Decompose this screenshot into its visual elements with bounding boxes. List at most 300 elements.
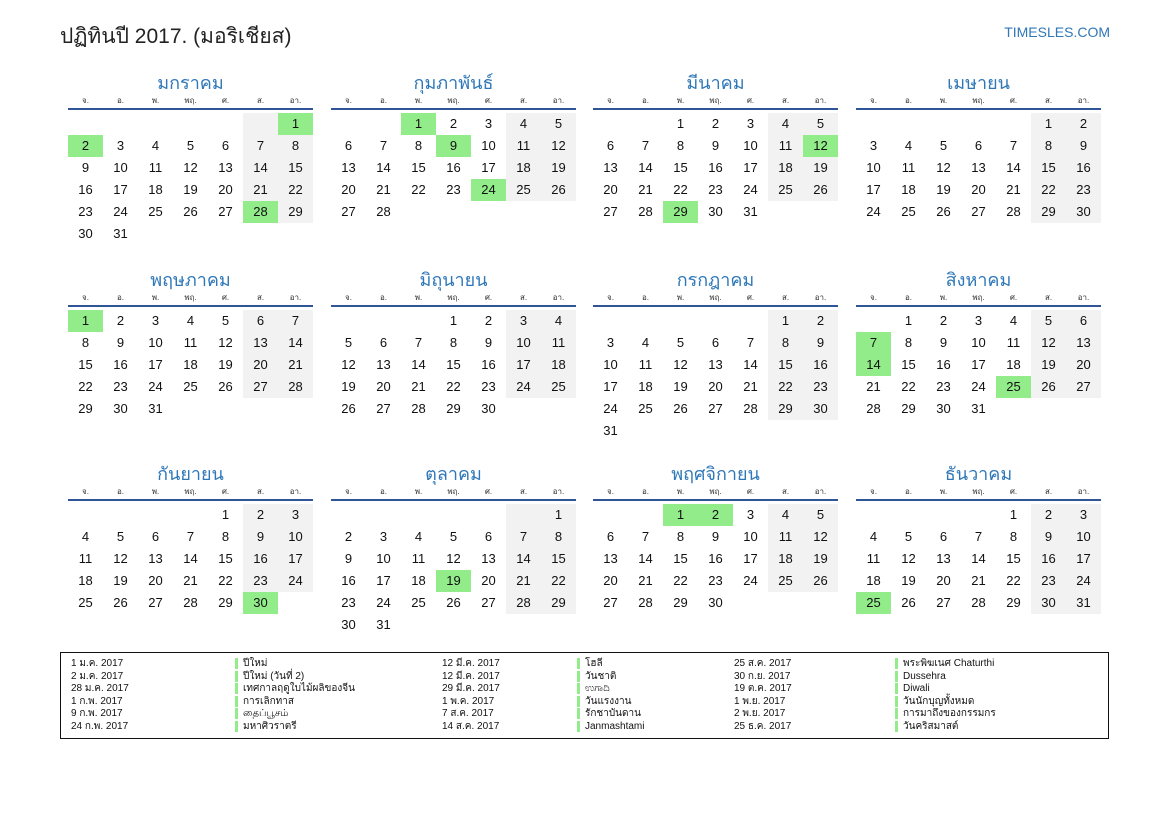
day-cell[interactable]: 24 (148, 379, 163, 394)
day-cell[interactable]: 21 (866, 379, 881, 394)
day-cell[interactable]: 18 (638, 379, 653, 394)
day-cell[interactable]: 2 (449, 116, 458, 131)
day-cell[interactable]: 6 (711, 335, 720, 350)
day-cell[interactable]: 5 (803, 504, 838, 526)
day-cell[interactable]: 15 (218, 551, 233, 566)
day-cell[interactable]: 21 (411, 379, 426, 394)
day-cell[interactable]: 29 (278, 201, 313, 223)
day-cell[interactable]: 29 (78, 401, 93, 416)
day-cell[interactable]: 15 (1006, 551, 1021, 566)
day-cell[interactable]: 8 (278, 135, 313, 157)
day-cell[interactable]: 23 (936, 379, 951, 394)
day-cell[interactable]: 6 (344, 138, 353, 153)
holiday-day-cell[interactable]: 19 (436, 570, 471, 592)
day-cell[interactable]: 16 (708, 160, 723, 175)
day-cell[interactable]: 6 (243, 310, 278, 332)
day-cell[interactable]: 26 (1031, 376, 1066, 398)
day-cell[interactable]: 22 (446, 379, 461, 394)
holiday-day-cell[interactable]: 1 (663, 504, 698, 526)
day-cell[interactable]: 3 (746, 116, 755, 131)
day-cell[interactable]: 14 (411, 357, 426, 372)
day-cell[interactable]: 27 (148, 595, 163, 610)
day-cell[interactable]: 11 (78, 551, 93, 566)
day-cell[interactable]: 28 (506, 592, 541, 614)
day-cell[interactable]: 9 (1031, 526, 1066, 548)
day-cell[interactable]: 29 (768, 398, 803, 420)
day-cell[interactable]: 15 (1031, 157, 1066, 179)
day-cell[interactable]: 17 (481, 160, 496, 175)
day-cell[interactable]: 23 (341, 595, 356, 610)
holiday-day-cell[interactable]: 25 (996, 376, 1031, 398)
day-cell[interactable]: 16 (1031, 548, 1066, 570)
day-cell[interactable]: 26 (541, 179, 576, 201)
day-cell[interactable]: 8 (1009, 529, 1018, 544)
day-cell[interactable]: 4 (869, 529, 878, 544)
day-cell[interactable]: 18 (506, 157, 541, 179)
day-cell[interactable]: 10 (113, 160, 128, 175)
day-cell[interactable]: 27 (936, 595, 951, 610)
day-cell[interactable]: 5 (449, 529, 458, 544)
day-cell[interactable]: 7 (506, 526, 541, 548)
day-cell[interactable]: 22 (673, 573, 688, 588)
holiday-day-cell[interactable]: 30 (243, 592, 278, 614)
day-cell[interactable]: 4 (768, 504, 803, 526)
day-cell[interactable]: 1 (904, 313, 913, 328)
day-cell[interactable]: 22 (1031, 179, 1066, 201)
day-cell[interactable]: 22 (218, 573, 233, 588)
day-cell[interactable]: 16 (446, 160, 461, 175)
day-cell[interactable]: 19 (1031, 354, 1066, 376)
day-cell[interactable]: 7 (641, 529, 650, 544)
day-cell[interactable]: 20 (243, 354, 278, 376)
day-cell[interactable]: 5 (541, 113, 576, 135)
day-cell[interactable]: 30 (803, 398, 838, 420)
day-cell[interactable]: 10 (506, 332, 541, 354)
day-cell[interactable]: 19 (901, 573, 916, 588)
day-cell[interactable]: 30 (481, 401, 496, 416)
day-cell[interactable]: 31 (148, 401, 163, 416)
day-cell[interactable]: 31 (971, 401, 986, 416)
day-cell[interactable]: 9 (1066, 135, 1101, 157)
day-cell[interactable]: 6 (221, 138, 230, 153)
day-cell[interactable]: 11 (901, 160, 916, 175)
day-cell[interactable]: 30 (113, 401, 128, 416)
day-cell[interactable]: 4 (151, 138, 160, 153)
day-cell[interactable]: 12 (673, 357, 688, 372)
day-cell[interactable]: 13 (243, 332, 278, 354)
day-cell[interactable]: 19 (936, 182, 951, 197)
day-cell[interactable]: 25 (768, 179, 803, 201)
day-cell[interactable]: 11 (1006, 335, 1021, 350)
holiday-day-cell[interactable]: 28 (243, 201, 278, 223)
day-cell[interactable]: 26 (446, 595, 461, 610)
day-cell[interactable]: 5 (116, 529, 125, 544)
day-cell[interactable]: 6 (379, 335, 388, 350)
day-cell[interactable]: 22 (1006, 573, 1021, 588)
day-cell[interactable]: 26 (183, 204, 198, 219)
day-cell[interactable]: 2 (939, 313, 948, 328)
day-cell[interactable]: 11 (148, 160, 163, 175)
day-cell[interactable]: 11 (768, 526, 803, 548)
day-cell[interactable]: 28 (638, 204, 653, 219)
day-cell[interactable]: 3 (379, 529, 388, 544)
day-cell[interactable]: 18 (411, 573, 426, 588)
day-cell[interactable]: 4 (506, 113, 541, 135)
day-cell[interactable]: 7 (974, 529, 983, 544)
day-cell[interactable]: 10 (481, 138, 496, 153)
day-cell[interactable]: 23 (1066, 179, 1101, 201)
day-cell[interactable]: 11 (866, 551, 881, 566)
day-cell[interactable]: 18 (148, 182, 163, 197)
day-cell[interactable]: 5 (186, 138, 195, 153)
holiday-day-cell[interactable]: 25 (856, 592, 891, 614)
day-cell[interactable]: 10 (743, 529, 758, 544)
day-cell[interactable]: 9 (116, 335, 125, 350)
day-cell[interactable]: 23 (708, 573, 723, 588)
day-cell[interactable]: 23 (803, 376, 838, 398)
day-cell[interactable]: 22 (411, 182, 426, 197)
day-cell[interactable]: 15 (446, 357, 461, 372)
day-cell[interactable]: 12 (1031, 332, 1066, 354)
day-cell[interactable]: 23 (481, 379, 496, 394)
day-cell[interactable]: 13 (603, 551, 618, 566)
day-cell[interactable]: 25 (183, 379, 198, 394)
day-cell[interactable]: 26 (803, 570, 838, 592)
day-cell[interactable]: 15 (673, 160, 688, 175)
day-cell[interactable]: 3 (151, 313, 160, 328)
day-cell[interactable]: 18 (78, 573, 93, 588)
day-cell[interactable]: 20 (603, 573, 618, 588)
day-cell[interactable]: 21 (743, 379, 758, 394)
day-cell[interactable]: 18 (183, 357, 198, 372)
day-cell[interactable]: 3 (869, 138, 878, 153)
day-cell[interactable]: 21 (183, 573, 198, 588)
day-cell[interactable]: 19 (113, 573, 128, 588)
day-cell[interactable]: 1 (541, 504, 576, 526)
day-cell[interactable]: 9 (711, 529, 720, 544)
day-cell[interactable]: 8 (221, 529, 230, 544)
day-cell[interactable]: 6 (939, 529, 948, 544)
day-cell[interactable]: 20 (603, 182, 618, 197)
day-cell[interactable]: 20 (708, 379, 723, 394)
day-cell[interactable]: 19 (803, 157, 838, 179)
day-cell[interactable]: 27 (603, 204, 618, 219)
day-cell[interactable]: 12 (901, 551, 916, 566)
day-cell[interactable]: 31 (1066, 592, 1101, 614)
day-cell[interactable]: 3 (116, 138, 125, 153)
day-cell[interactable]: 21 (638, 573, 653, 588)
day-cell[interactable]: 28 (638, 595, 653, 610)
day-cell[interactable]: 24 (971, 379, 986, 394)
day-cell[interactable]: 17 (506, 354, 541, 376)
holiday-day-cell[interactable]: 1 (68, 310, 103, 332)
day-cell[interactable]: 16 (708, 551, 723, 566)
day-cell[interactable]: 31 (376, 617, 391, 632)
day-cell[interactable]: 12 (541, 135, 576, 157)
day-cell[interactable]: 11 (638, 357, 653, 372)
day-cell[interactable]: 18 (1006, 357, 1021, 372)
day-cell[interactable]: 1 (449, 313, 458, 328)
day-cell[interactable]: 19 (183, 182, 198, 197)
day-cell[interactable]: 21 (1006, 182, 1021, 197)
day-cell[interactable]: 9 (81, 160, 90, 175)
day-cell[interactable]: 3 (484, 116, 493, 131)
day-cell[interactable]: 25 (901, 204, 916, 219)
day-cell[interactable]: 10 (971, 335, 986, 350)
day-cell[interactable]: 28 (376, 204, 391, 219)
day-cell[interactable]: 12 (446, 551, 461, 566)
day-cell[interactable]: 21 (376, 182, 391, 197)
day-cell[interactable]: 14 (243, 157, 278, 179)
day-cell[interactable]: 29 (1031, 201, 1066, 223)
day-cell[interactable]: 11 (183, 335, 198, 350)
day-cell[interactable]: 7 (414, 335, 423, 350)
day-cell[interactable]: 14 (376, 160, 391, 175)
day-cell[interactable]: 8 (541, 526, 576, 548)
day-cell[interactable]: 13 (148, 551, 163, 566)
day-cell[interactable]: 27 (971, 204, 986, 219)
day-cell[interactable]: 22 (673, 182, 688, 197)
day-cell[interactable]: 27 (708, 401, 723, 416)
day-cell[interactable]: 20 (148, 573, 163, 588)
day-cell[interactable]: 15 (411, 160, 426, 175)
day-cell[interactable]: 22 (541, 570, 576, 592)
day-cell[interactable]: 21 (278, 354, 313, 376)
day-cell[interactable]: 31 (743, 204, 758, 219)
day-cell[interactable]: 9 (803, 332, 838, 354)
day-cell[interactable]: 12 (183, 160, 198, 175)
day-cell[interactable]: 30 (1066, 201, 1101, 223)
day-cell[interactable]: 24 (376, 595, 391, 610)
day-cell[interactable]: 28 (743, 401, 758, 416)
day-cell[interactable]: 26 (936, 204, 951, 219)
day-cell[interactable]: 20 (376, 379, 391, 394)
day-cell[interactable]: 20 (1066, 354, 1101, 376)
day-cell[interactable]: 16 (1066, 157, 1101, 179)
day-cell[interactable]: 5 (1031, 310, 1066, 332)
day-cell[interactable]: 15 (541, 548, 576, 570)
site-link[interactable]: TIMESLES.COM (1004, 24, 1110, 40)
day-cell[interactable]: 16 (936, 357, 951, 372)
day-cell[interactable]: 25 (541, 376, 576, 398)
day-cell[interactable]: 8 (414, 138, 423, 153)
day-cell[interactable]: 7 (186, 529, 195, 544)
holiday-day-cell[interactable]: 29 (663, 201, 698, 223)
day-cell[interactable]: 8 (1031, 135, 1066, 157)
day-cell[interactable]: 5 (344, 335, 353, 350)
day-cell[interactable]: 10 (278, 526, 313, 548)
day-cell[interactable]: 9 (243, 526, 278, 548)
day-cell[interactable]: 27 (603, 595, 618, 610)
day-cell[interactable]: 17 (1066, 548, 1101, 570)
day-cell[interactable]: 27 (376, 401, 391, 416)
day-cell[interactable]: 25 (411, 595, 426, 610)
day-cell[interactable]: 29 (673, 595, 688, 610)
day-cell[interactable]: 28 (183, 595, 198, 610)
day-cell[interactable]: 29 (541, 592, 576, 614)
day-cell[interactable]: 14 (506, 548, 541, 570)
day-cell[interactable]: 23 (708, 182, 723, 197)
day-cell[interactable]: 5 (904, 529, 913, 544)
day-cell[interactable]: 14 (638, 160, 653, 175)
day-cell[interactable]: 20 (481, 573, 496, 588)
day-cell[interactable]: 10 (1066, 526, 1101, 548)
day-cell[interactable]: 5 (939, 138, 948, 153)
day-cell[interactable]: 2 (1031, 504, 1066, 526)
day-cell[interactable]: 14 (638, 551, 653, 566)
day-cell[interactable]: 19 (218, 357, 233, 372)
day-cell[interactable]: 28 (1006, 204, 1021, 219)
day-cell[interactable]: 11 (541, 332, 576, 354)
day-cell[interactable]: 26 (803, 179, 838, 201)
day-cell[interactable]: 7 (379, 138, 388, 153)
day-cell[interactable]: 10 (376, 551, 391, 566)
day-cell[interactable]: 27 (243, 376, 278, 398)
holiday-day-cell[interactable]: 14 (856, 354, 891, 376)
day-cell[interactable]: 18 (768, 548, 803, 570)
day-cell[interactable]: 23 (113, 379, 128, 394)
day-cell[interactable]: 2 (484, 313, 493, 328)
day-cell[interactable]: 5 (803, 113, 838, 135)
holiday-day-cell[interactable]: 7 (856, 332, 891, 354)
holiday-day-cell[interactable]: 12 (803, 135, 838, 157)
day-cell[interactable]: 24 (113, 204, 128, 219)
day-cell[interactable]: 17 (971, 357, 986, 372)
day-cell[interactable]: 17 (148, 357, 163, 372)
day-cell[interactable]: 21 (243, 179, 278, 201)
day-cell[interactable]: 25 (506, 179, 541, 201)
day-cell[interactable]: 2 (803, 310, 838, 332)
day-cell[interactable]: 30 (78, 226, 93, 241)
day-cell[interactable]: 2 (344, 529, 353, 544)
day-cell[interactable]: 27 (218, 204, 233, 219)
day-cell[interactable]: 3 (506, 310, 541, 332)
day-cell[interactable]: 5 (676, 335, 685, 350)
day-cell[interactable]: 7 (746, 335, 755, 350)
day-cell[interactable]: 23 (1031, 570, 1066, 592)
day-cell[interactable]: 3 (278, 504, 313, 526)
day-cell[interactable]: 19 (341, 379, 356, 394)
day-cell[interactable]: 4 (81, 529, 90, 544)
day-cell[interactable]: 22 (768, 376, 803, 398)
day-cell[interactable]: 12 (936, 160, 951, 175)
day-cell[interactable]: 3 (606, 335, 615, 350)
day-cell[interactable]: 5 (221, 313, 230, 328)
day-cell[interactable]: 1 (221, 507, 230, 522)
day-cell[interactable]: 1 (768, 310, 803, 332)
day-cell[interactable]: 23 (78, 204, 93, 219)
day-cell[interactable]: 24 (278, 570, 313, 592)
day-cell[interactable]: 6 (974, 138, 983, 153)
day-cell[interactable]: 27 (1066, 376, 1101, 398)
day-cell[interactable]: 16 (481, 357, 496, 372)
day-cell[interactable]: 28 (971, 595, 986, 610)
day-cell[interactable]: 27 (341, 204, 356, 219)
day-cell[interactable]: 13 (481, 551, 496, 566)
day-cell[interactable]: 2 (243, 504, 278, 526)
day-cell[interactable]: 26 (341, 401, 356, 416)
day-cell[interactable]: 23 (446, 182, 461, 197)
day-cell[interactable]: 16 (113, 357, 128, 372)
day-cell[interactable]: 6 (606, 529, 615, 544)
day-cell[interactable]: 14 (183, 551, 198, 566)
day-cell[interactable]: 8 (81, 335, 90, 350)
day-cell[interactable]: 20 (936, 573, 951, 588)
day-cell[interactable]: 2 (711, 116, 720, 131)
day-cell[interactable]: 17 (743, 551, 758, 566)
day-cell[interactable]: 4 (768, 113, 803, 135)
day-cell[interactable]: 25 (78, 595, 93, 610)
day-cell[interactable]: 13 (708, 357, 723, 372)
day-cell[interactable]: 13 (376, 357, 391, 372)
day-cell[interactable]: 28 (278, 376, 313, 398)
day-cell[interactable]: 9 (484, 335, 493, 350)
day-cell[interactable]: 19 (541, 157, 576, 179)
day-cell[interactable]: 6 (151, 529, 160, 544)
day-cell[interactable]: 11 (411, 551, 426, 566)
day-cell[interactable]: 18 (866, 573, 881, 588)
day-cell[interactable]: 22 (78, 379, 93, 394)
day-cell[interactable]: 20 (218, 182, 233, 197)
day-cell[interactable]: 15 (901, 357, 916, 372)
day-cell[interactable]: 13 (218, 160, 233, 175)
day-cell[interactable]: 30 (708, 595, 723, 610)
day-cell[interactable]: 31 (113, 226, 128, 241)
day-cell[interactable]: 4 (541, 310, 576, 332)
day-cell[interactable]: 21 (638, 182, 653, 197)
day-cell[interactable]: 13 (971, 160, 986, 175)
day-cell[interactable]: 17 (743, 160, 758, 175)
day-cell[interactable]: 23 (243, 570, 278, 592)
day-cell[interactable]: 26 (218, 379, 233, 394)
day-cell[interactable]: 17 (603, 379, 618, 394)
day-cell[interactable]: 30 (708, 204, 723, 219)
day-cell[interactable]: 29 (901, 401, 916, 416)
holiday-day-cell[interactable]: 2 (698, 504, 733, 526)
day-cell[interactable]: 27 (481, 595, 496, 610)
day-cell[interactable]: 1 (676, 116, 685, 131)
day-cell[interactable]: 13 (1066, 332, 1101, 354)
day-cell[interactable]: 6 (484, 529, 493, 544)
day-cell[interactable]: 13 (603, 160, 618, 175)
day-cell[interactable]: 29 (446, 401, 461, 416)
day-cell[interactable]: 2 (116, 313, 125, 328)
day-cell[interactable]: 21 (506, 570, 541, 592)
day-cell[interactable]: 1 (1009, 507, 1018, 522)
day-cell[interactable]: 15 (768, 354, 803, 376)
day-cell[interactable]: 8 (904, 335, 913, 350)
day-cell[interactable]: 18 (541, 354, 576, 376)
day-cell[interactable]: 4 (414, 529, 423, 544)
day-cell[interactable]: 16 (803, 354, 838, 376)
day-cell[interactable]: 15 (278, 157, 313, 179)
day-cell[interactable]: 12 (341, 357, 356, 372)
day-cell[interactable]: 2 (1066, 113, 1101, 135)
day-cell[interactable]: 14 (743, 357, 758, 372)
day-cell[interactable]: 16 (243, 548, 278, 570)
day-cell[interactable]: 13 (341, 160, 356, 175)
day-cell[interactable]: 24 (743, 182, 758, 197)
day-cell[interactable]: 3 (746, 507, 755, 522)
day-cell[interactable]: 17 (376, 573, 391, 588)
day-cell[interactable]: 20 (341, 182, 356, 197)
day-cell[interactable]: 26 (673, 401, 688, 416)
day-cell[interactable]: 8 (676, 138, 685, 153)
day-cell[interactable]: 10 (866, 160, 881, 175)
day-cell[interactable]: 15 (673, 551, 688, 566)
day-cell[interactable]: 14 (971, 551, 986, 566)
day-cell[interactable]: 24 (506, 376, 541, 398)
